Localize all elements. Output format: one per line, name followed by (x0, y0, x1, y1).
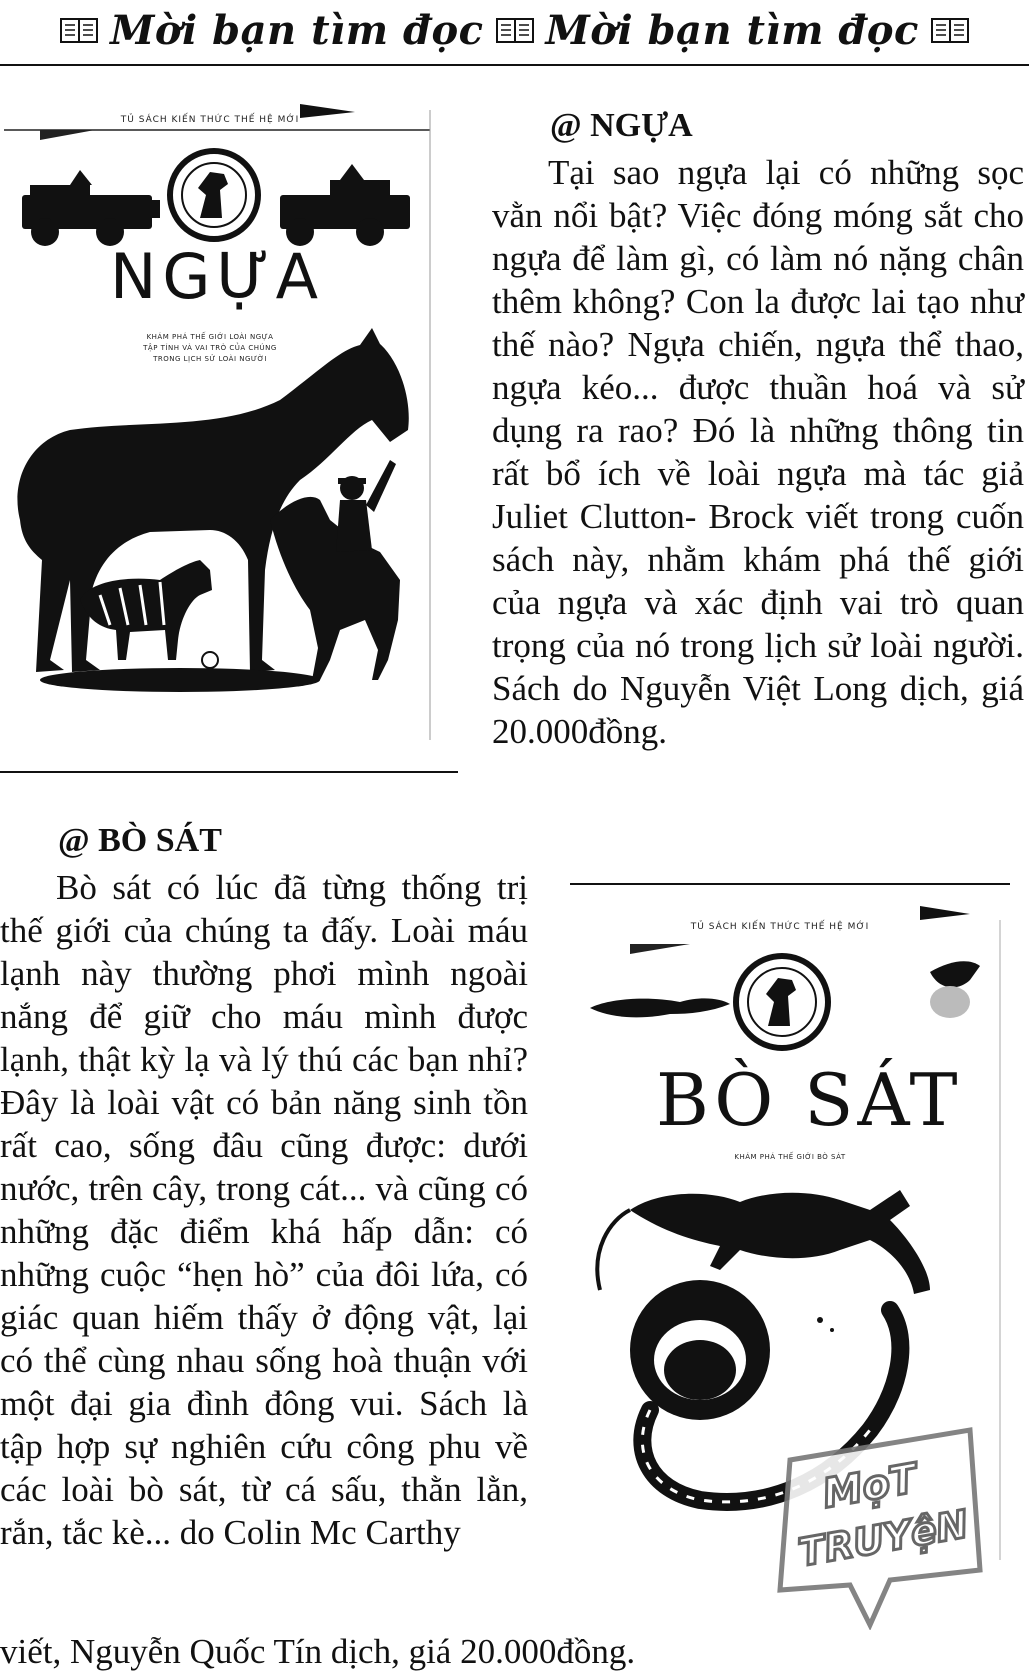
watermark-line-1: MọT (819, 1455, 921, 1518)
reptile-cover-subtitle: KHÁM PHÁ THẾ GIỚI BÒ SÁT (734, 1153, 846, 1161)
header-title-1: Mời bạn tìm đọc (110, 6, 484, 54)
watermark-logo (770, 1420, 990, 1630)
header-row (0, 0, 1029, 60)
reptile-cover-series: TỦ SÁCH KIẾN THỨC THẾ HỆ MỚI (690, 922, 870, 932)
horse-article-body (492, 151, 1024, 753)
reptile-cover-title: BÒ SÁT (656, 1058, 962, 1142)
horse-book-cover (0, 100, 440, 740)
horse-cover-subtitle-line-2: TẬP TÍNH VÀ VAI TRÒ CỦA CHÚNG (143, 344, 277, 352)
reptile-article-tail: viết, Nguyễn Quốc Tín dịch, giá 20.000đồng. (0, 1632, 636, 1671)
reptile-article-heading: @ BÒ SÁT (58, 822, 222, 859)
horse-article-paragraph: Tại sao ngựa lại có những sọc vằn nổi bật? Việc đóng móng sắt cho ngựa để làm gì, có làm nó nặng chân thêm không? Con la được lai tạo như thế nào? Ngựa chiến, ngựa thể thao, ngựa kéo... được thuần hoá và sử dụng ra rao? Đó là những thông tin rất bổ ích về loài ngựa mà tác giả Juliet Clutton- Brock viết trong cuốn sách này, nhằm khám phá thế giới của ngựa và xác định vai trò quan trọng của nó trong lịch sử loài người. Sách do Nguyễn Việt Long dịch, giá 20.000đồng. (492, 153, 1024, 751)
horse-cover-subtitle (90, 332, 330, 365)
open-book-icon (60, 16, 98, 44)
open-book-icon (931, 16, 969, 44)
horse-cover-series: TỦ SÁCH KIẾN THỨC THẾ HỆ MỚI (120, 115, 300, 125)
reptile-article-body (0, 866, 528, 1554)
horse-cover-art (0, 100, 440, 740)
horse-cover-divider (0, 771, 458, 773)
page-header (0, 0, 1029, 66)
horse-cover-subtitle-line-3: TRONG LỊCH SỬ LOÀI NGƯỜI (153, 355, 267, 363)
reptile-cover-top-rule (570, 883, 1010, 885)
horse-article-heading: @ NGỰA (550, 107, 693, 144)
horse-cover-title: NGỰA (110, 240, 325, 313)
open-book-icon (496, 16, 534, 44)
header-title-2: Mời bạn tìm đọc (545, 6, 919, 54)
reptile-article-paragraph: Bò sát có lúc đã từng thống trị thế giới của chúng ta đấy. Loài máu lạnh này thường phơi mình ngoài nắng để giữ cho máu mình được lạnh, thật kỳ lạ và lý thú các bạn nhỉ? Đây là loài vật có bản năng sinh tồn rất cao, sống đâu cũng được: dưới nước, trên cây, trong cát... và cũng có những đặc điểm khá hấp dẫn: có những cuộc “hẹn hò” của đôi lứa, có giác quan hiếm thấy ở động vật, lại có thể cùng nhau sống hoà thuận với một đại gia đình đông vui. Sách là tập hợp sự nghiên cứu công phu về các loài bò sát, từ cá sấu, thằn lằn, rắn, tắc kè... do Colin Mc Carthy (0, 868, 528, 1552)
watermark-badge-shape (770, 1420, 990, 1630)
horse-cover-subtitle-line-1: KHÁM PHÁ THẾ GIỚI LOÀI NGỰA (146, 333, 274, 341)
watermark-line-2: TRUYệN (795, 1501, 972, 1575)
